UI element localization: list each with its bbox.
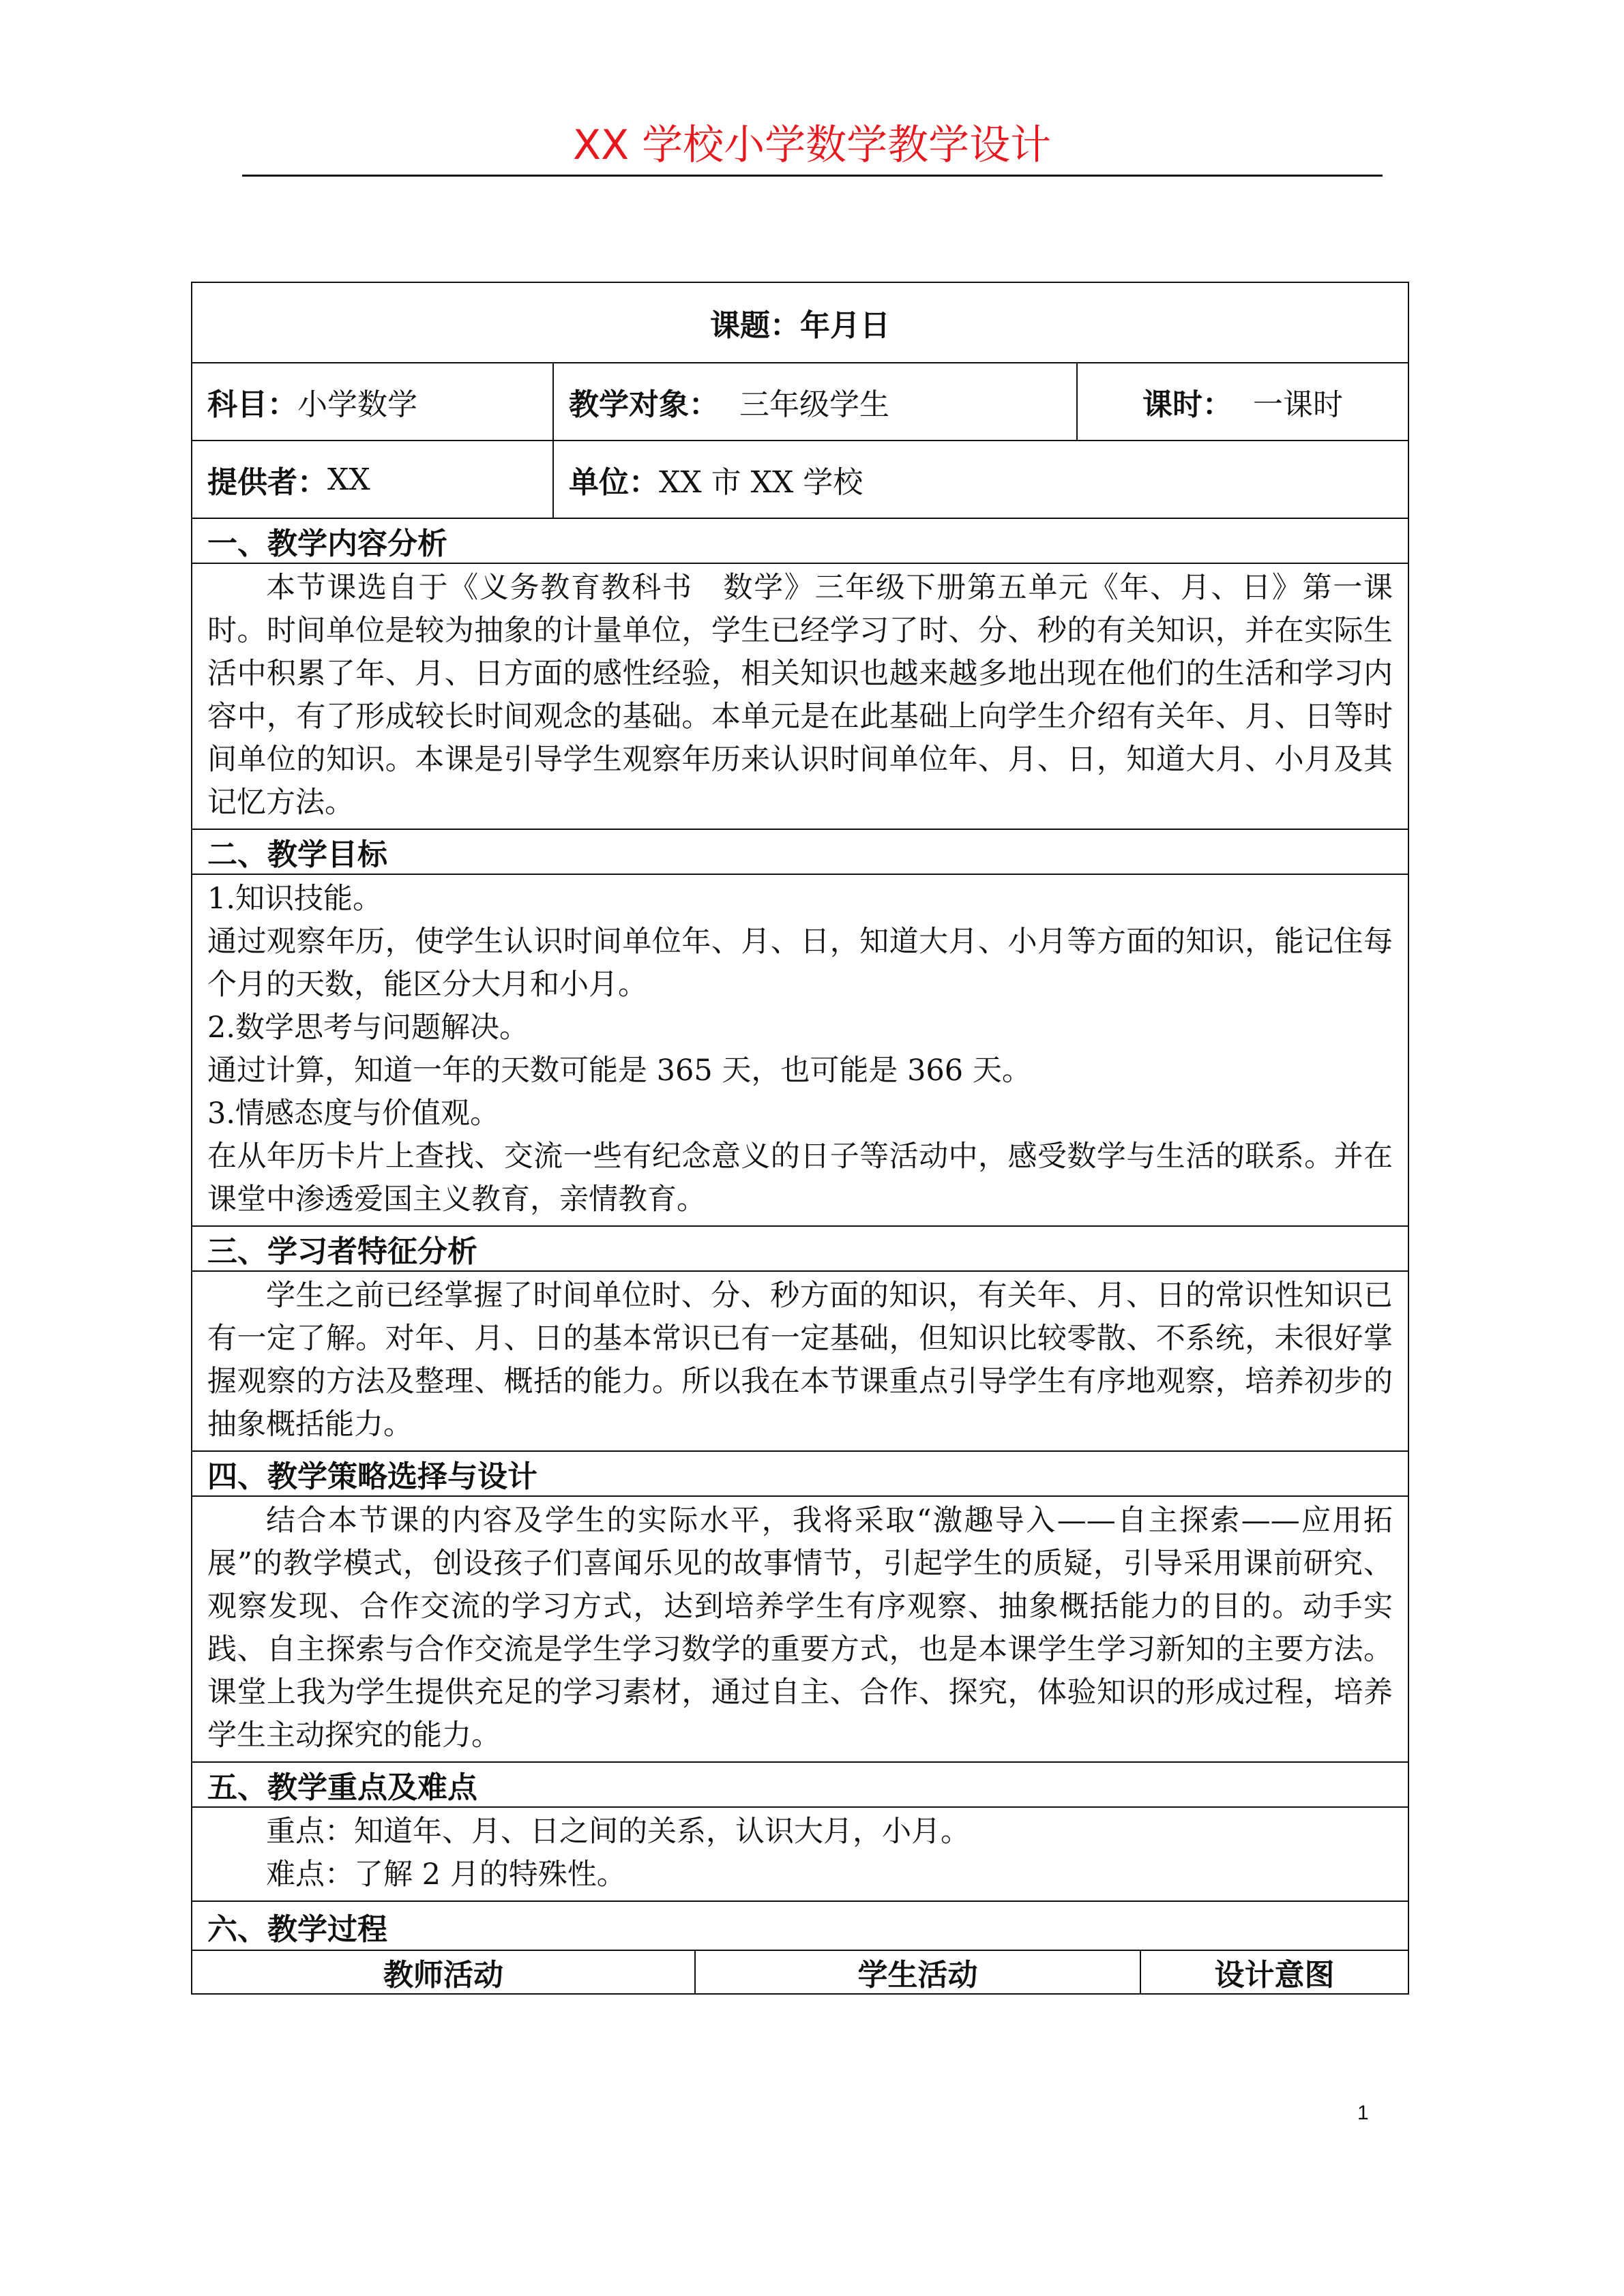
content-paragraph: 结合本节课的内容及学生的实际水平，我将采取“激趣导入——自主探索——应用拓展”的教学模式，创设孩子们喜闻乐见的故事情节，引起学生的质疑，引导采用课前研究、观察发现、合作交流的学习方式，达到培养学生有序观察、抽象概括能力的目的。动手实践、自主探索与合作交流是学生学习数学的重要方式，也是本课学生学习新知的主要方法。课堂上我为学生提供充足的学习素材，通过自主、合作、探究，体验知识的形成过程，培养学生主动探究的能力。 <box>207 1504 1393 1753</box>
section-4-heading-row <box>192 1452 1408 1497</box>
provider-cell <box>192 441 554 518</box>
section-2-content <box>192 875 1408 1227</box>
teacher-activity-header: 教师活动 <box>192 1951 696 1993</box>
hours-value: 一课时 <box>1253 387 1343 422</box>
section-heading: 四、教学策略选择与设计 <box>207 1459 537 1494</box>
lesson-plan-table <box>191 282 1409 1995</box>
process-header-row <box>192 1951 1408 1993</box>
section-5-heading-row <box>192 1763 1408 1808</box>
page-number: 1 <box>1357 2102 1369 2124</box>
objective-line: 2.数学思考与问题解决。 <box>207 1011 529 1045</box>
subject-value: 小学数学 <box>297 387 417 422</box>
key-point: 重点：知道年、月、日之间的关系，认识大月，小月。 <box>266 1815 970 1849</box>
hours-label: 课时： <box>1142 387 1232 422</box>
objective-line: 3.情感态度与价值观。 <box>207 1097 500 1131</box>
design-intent-header: 设计意图 <box>1214 1958 1335 1993</box>
unit-cell <box>554 441 1408 518</box>
content-paragraph: 学生之前已经掌握了时间单位时、分、秒方面的知识，有关年、月、日的常识性知识已有一定了解。对年、月、日的基本常识已有一定基础，但知识比较零散、不系统，未很好掌握观察的方法及整理、概括的能力。所以我在本节课重点引导学生有序地观察，培养初步的抽象概括能力。 <box>207 1279 1393 1442</box>
unit-label: 单位： <box>569 465 659 500</box>
section-6-heading-row <box>192 1902 1408 1951</box>
content-paragraph: 本节课选自于《义务教育教科书 数学》三年级下册第五单元《年、月、日》第一课时。时间单位是较为抽象的计量单位，学生已经学习了时、分、秒的有关知识，并在实际生活中积累了年、月、日方面的感性经验，相关知识也越来越多地出现在他们的生活和学习内容中，有了形成较长时间观念的基础。本单元是在此基础上向学生介绍有关年、月、日等时间单位的知识。本课是引导学生观察年历来认识时间单位年、月、日，知道大月、小月及其记忆方法。 <box>207 571 1393 820</box>
provider-value: XX <box>327 462 370 497</box>
section-heading: 五、教学重点及难点 <box>207 1770 477 1805</box>
section-heading: 六、教学过程 <box>207 1912 387 1947</box>
difficult-point: 难点：了解 2 月的特殊性。 <box>266 1858 626 1892</box>
student-activity-header: 学生活动 <box>696 1951 1141 1993</box>
info-row-1 <box>192 363 1408 441</box>
subject-label: 科目： <box>207 387 297 422</box>
section-1-heading-row <box>192 519 1408 564</box>
audience-value: 三年级学生 <box>739 387 889 422</box>
objective-line: 在从年历卡片上查找、交流一些有纪念意义的日子等活动中，感受数学与生活的联系。并在课堂中渗透爱国主义教育，亲情教育。 <box>207 1139 1393 1217</box>
section-2-heading-row <box>192 830 1408 875</box>
section-3-heading-row <box>192 1227 1408 1272</box>
objective-line: 1.知识技能。 <box>207 882 383 916</box>
section-heading: 一、教学内容分析 <box>207 526 447 561</box>
subject-cell <box>192 363 554 440</box>
section-1-content <box>192 564 1408 830</box>
topic-row <box>192 283 1408 363</box>
section-3-content <box>192 1272 1408 1452</box>
section-heading: 三、学习者特征分析 <box>207 1234 477 1269</box>
document-title: XX 学校小学数学教学设计 <box>572 121 1052 169</box>
topic-title: 课题：年月日 <box>710 308 890 343</box>
audience-label: 教学对象： <box>569 387 719 422</box>
objective-line: 通过计算，知道一年的天数可能是 365 天，也可能是 366 天。 <box>207 1054 1031 1088</box>
section-5-content <box>192 1808 1408 1902</box>
hours-cell <box>1078 363 1408 440</box>
info-row-2 <box>192 441 1408 519</box>
section-heading: 二、教学目标 <box>207 837 387 872</box>
objective-line: 通过观察年历，使学生认识时间单位年、月、日，知道大月、小月等方面的知识，能记住每个月的天数，能区分大月和小月。 <box>207 925 1393 1002</box>
provider-label: 提供者： <box>207 465 327 500</box>
unit-value: XX 市 XX 学校 <box>659 465 863 500</box>
title-underline <box>242 175 1383 177</box>
audience-cell <box>554 363 1078 440</box>
section-4-content <box>192 1497 1408 1763</box>
